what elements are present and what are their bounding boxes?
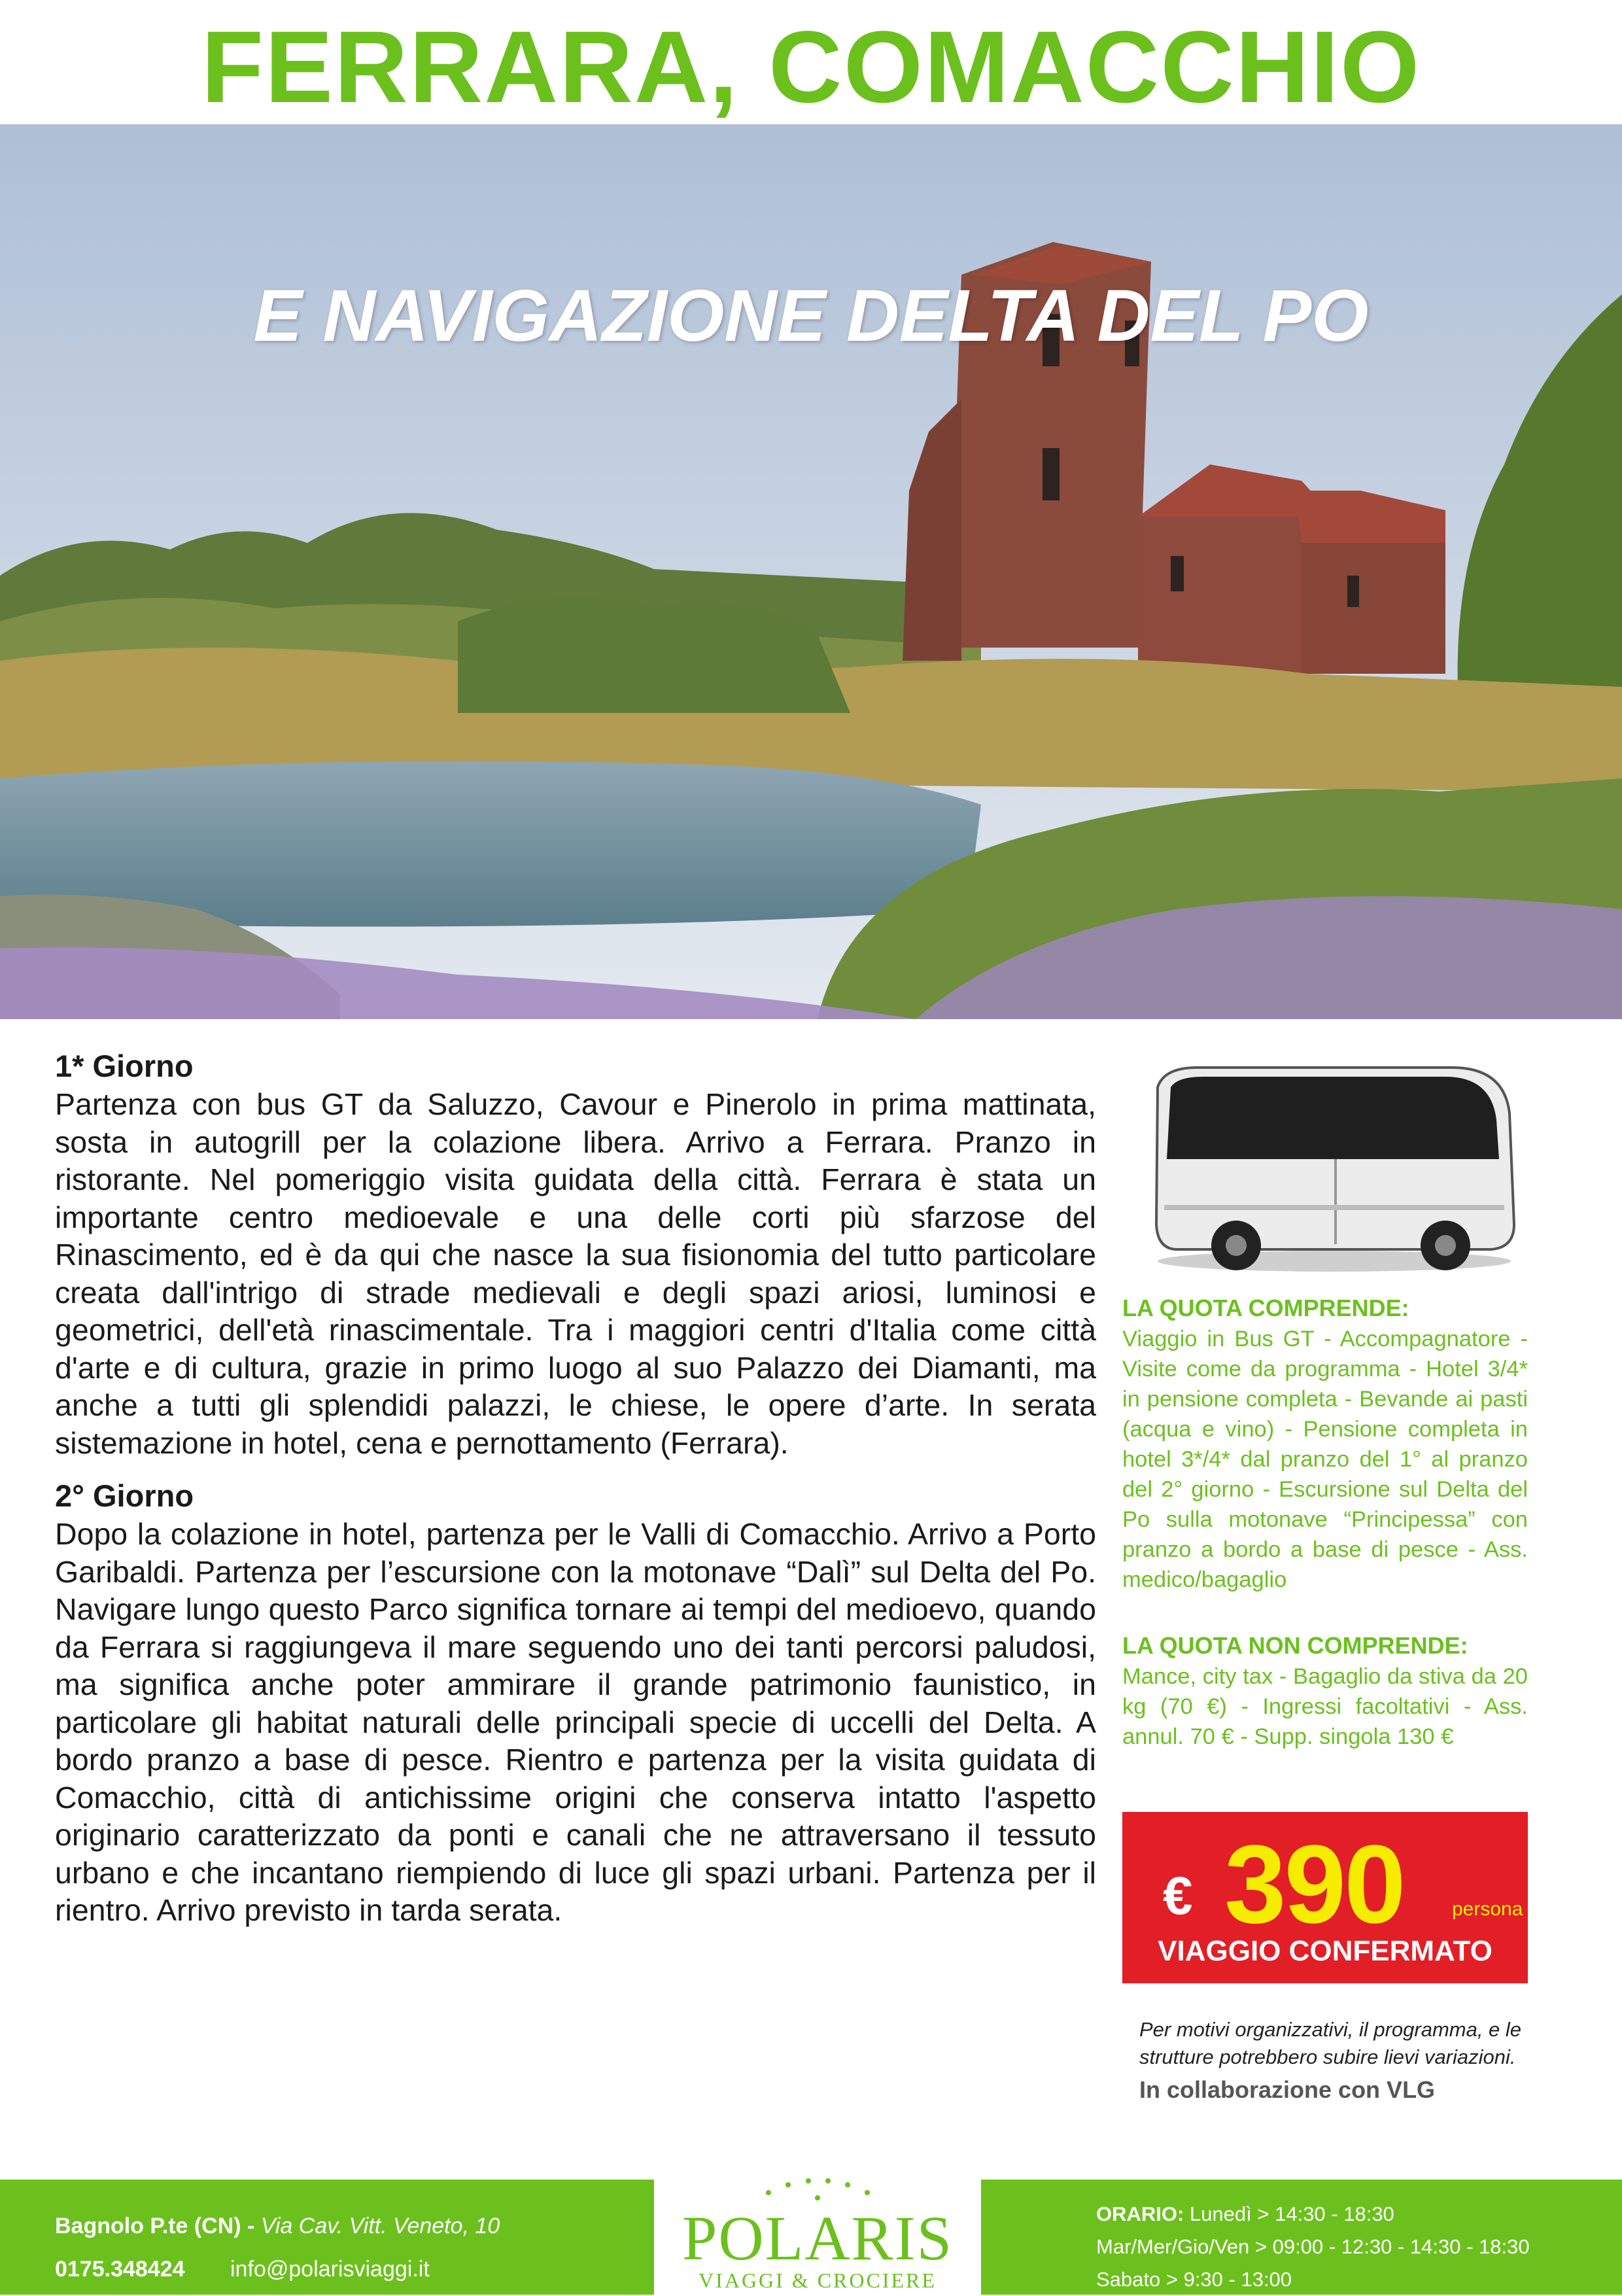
- footer-city: Bagnolo P.te (CN) -: [55, 2214, 255, 2238]
- includes-text: Viaggio in Bus GT - Accompagnatore - Visite come da programma - Hotel 3/4* in pensione completa - Bevande ai pasti (acqua e vino) - Pensione completa in hotel 3*/4* dal pranzo del 1° al pranzo del 2° giorno - Escursione sul Delta del Po sulla motonave “Principessa” con pranzo a bordo a base di pesce - Ass. medico/bagaglio: [1122, 1327, 1528, 1592]
- opening-hours: [1096, 2198, 1530, 2296]
- hours-weekdays: Mar/Mer/Gio/Ven > 09:00 - 12:30 - 14:30 - 18:30: [1096, 2235, 1530, 2258]
- day-1-title: 1* Giorno: [55, 1049, 194, 1083]
- price-amount: 390: [1224, 1822, 1404, 1947]
- price-status: VIAGGIO CONFERMATO: [1158, 1935, 1493, 1967]
- footer-email[interactable]: info@polarisviaggi.it: [230, 2257, 430, 2282]
- hours-saturday: Sabato > 9:30 - 13:00: [1096, 2268, 1292, 2291]
- excludes-text: Mance, city tax - Bagaglio da stiva da 20 kg (70 €) - Ingressi facoltativi - Ass. annul. 70 € - Supp. singola 130 €: [1122, 1664, 1528, 1749]
- itinerary: [55, 1047, 1096, 1944]
- footer: [0, 2180, 1622, 2295]
- disclaimer-note: Per motivi organizzativi, il programma, e le strutture potrebbero subire lievi variazioni.: [1139, 2018, 1522, 2068]
- day-1-description: Partenza con bus GT da Saluzzo, Cavour e Pinerolo in prima mattinata, sosta in autogrill per la colazione libera. Arrivo a Ferrara. Pranzo in ristorante. Nel pomeriggio visita guidata della città. Ferrara è stata un importante centro medioevale e una delle corti più sfarzose del Rinascimento, ed è da qui che nasce la sua fisionomia del tutto particolare creata dall'intrigo di strade medievali e degli spazi ariosi, luminosi e geometrici, dell'età rinascimentale. Tra i maggiori centri d'Italia come città d'arte e di cultura, grazie in primo luogo al suo Palazzo dei Diamanti, ma anche a tutti gli splendidi palazzi, le chiese, le opere d’arte. In serata sistemazione in hotel, cena e pernottamento (Ferrara).: [55, 1087, 1096, 1460]
- logo-tagline: VIAGGI & CROCIERE: [699, 2269, 937, 2292]
- price-currency: €: [1163, 1866, 1193, 1926]
- polaris-logo: [654, 2165, 981, 2295]
- includes-title: LA QUOTA COMPRENDE:: [1122, 1295, 1409, 1321]
- footer-phone[interactable]: 0175.348424: [55, 2257, 185, 2282]
- price-badge: [1122, 1812, 1528, 1983]
- day-2-title: 2° Giorno: [55, 1478, 194, 1513]
- footer-street: Via Cav. Vitt. Veneto, 10: [260, 2214, 500, 2238]
- day-2-description: Dopo la colazione in hotel, partenza per le Valli di Comacchio. Arrivo a Porto Garibaldi. Partenza per l’escursione con la motonave “Dalì” sul Delta del Po. Navigare lungo questo Parco significa tornare ai tempi del medioevo, quando da Ferrara si raggiungeva il mare seguendo uno dei tanti percorsi paludosi, ma significa anche poter ammirare il grande patrimonio faunistico, in particolare gli habitat naturali delle principali specie di uccelli del Delta. A bordo pranzo a base di pesce. Rientro e partenza per la visita guidata di Comacchio, città di antichissime origini che conserva intatto l'aspetto originario caratterizzato da ponti e canali che ne attraversano il tessuto urbano e che incantano riempiendo di luce gli spazi urbani. Partenza per il rientro. Arrivo previsto in tarda serata.: [55, 1517, 1096, 1927]
- page-subtitle: E NAVIGAZIONE DELTA DEL PO: [253, 275, 1369, 357]
- hours-label: ORARIO:: [1096, 2202, 1184, 2225]
- hero-photo: [0, 124, 1622, 1019]
- excludes-title: LA QUOTA NON COMPRENDE:: [1122, 1632, 1468, 1659]
- logo-name: POLARIS: [682, 2203, 954, 2273]
- collaboration-note: In collaborazione con VLG: [1139, 2076, 1436, 2103]
- price-unit: persona: [1452, 1898, 1523, 1920]
- footer-address: [55, 2214, 500, 2239]
- landscape-illustration: [0, 124, 1622, 1019]
- bus-icon: [1138, 1061, 1517, 1280]
- hours-row-1: [1096, 2198, 1530, 2231]
- page-title: FERRARA, COMACCHIO: [201, 10, 1421, 124]
- hours-monday: Lunedì > 14:30 - 18:30: [1189, 2202, 1394, 2225]
